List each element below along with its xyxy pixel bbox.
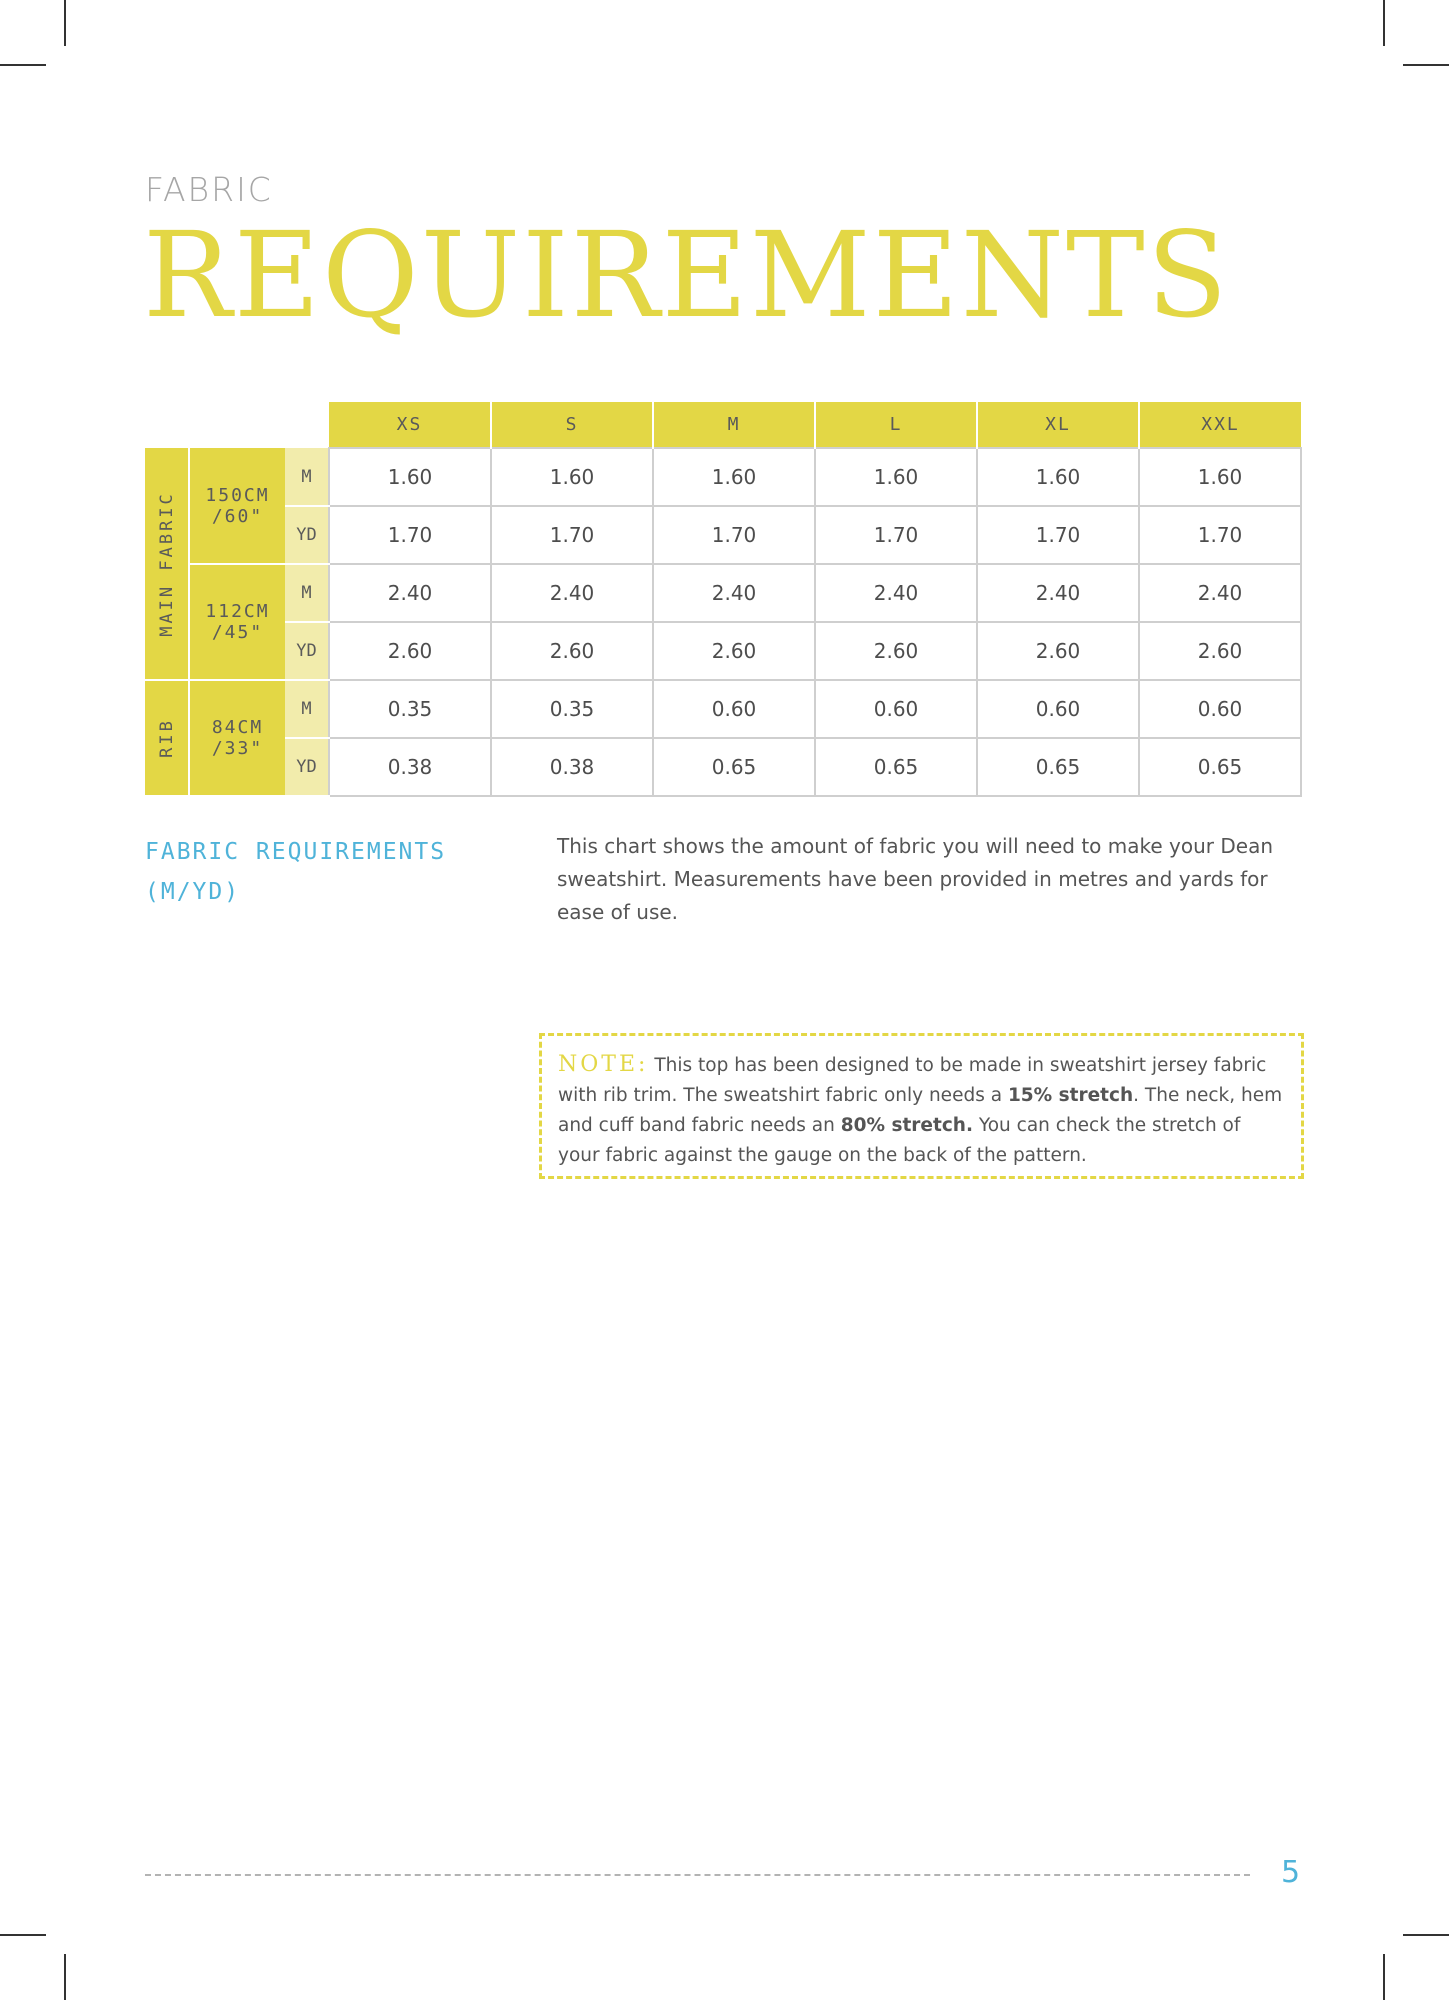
- page-title: REQUIREMENTS: [143, 206, 1230, 344]
- category-main-fabric: [145, 448, 189, 680]
- note-lead: NOTE:: [558, 1052, 649, 1077]
- value-cell: 1.70: [1139, 506, 1301, 564]
- note-text-2: . The neck, hem and cuff band fabric needs an: [558, 1085, 1283, 1136]
- footer-divider: [145, 1874, 1250, 1876]
- value-cell: 1.70: [977, 506, 1139, 564]
- fabric-requirements-table: [145, 402, 1302, 797]
- crop-mark-bottom-right-v: [1383, 1954, 1385, 2000]
- crop-mark-bottom-left-v: [64, 1954, 66, 2000]
- value-cell: 1.60: [329, 448, 491, 506]
- note-bold-2: 80% stretch.: [840, 1115, 973, 1136]
- value-cell: 1.60: [815, 448, 977, 506]
- table-row: [145, 506, 1301, 564]
- value-cell: 2.60: [491, 622, 653, 680]
- table-row: [145, 738, 1301, 796]
- table-row: [145, 564, 1301, 622]
- value-cell: 2.40: [653, 564, 815, 622]
- unit-cell: M: [285, 564, 329, 622]
- value-cell: 2.60: [815, 622, 977, 680]
- width-line2: /33": [211, 738, 264, 759]
- size-header-l: L: [815, 402, 977, 448]
- width-84cm: [189, 680, 285, 796]
- value-cell: 0.60: [653, 680, 815, 738]
- value-cell: 1.60: [977, 448, 1139, 506]
- crop-mark-top-right-v: [1383, 0, 1385, 46]
- value-cell: 2.60: [1139, 622, 1301, 680]
- width-112cm: [189, 564, 285, 680]
- value-cell: 2.40: [977, 564, 1139, 622]
- value-cell: 2.60: [329, 622, 491, 680]
- value-cell: 0.38: [491, 738, 653, 796]
- value-cell: 2.60: [653, 622, 815, 680]
- width-150cm: [189, 448, 285, 564]
- category-rib: [145, 680, 189, 796]
- width-line1: 150CM: [205, 484, 270, 506]
- crop-mark-top-left-h: [0, 64, 46, 66]
- value-cell: 1.70: [491, 506, 653, 564]
- value-cell: 0.60: [1139, 680, 1301, 738]
- section-label-line2: (M/YD): [145, 879, 241, 905]
- section-label: [145, 832, 446, 912]
- section-label-line1: FABRIC REQUIREMENTS: [145, 839, 447, 865]
- width-line2: /60": [211, 505, 264, 527]
- note-box: [539, 1033, 1304, 1179]
- value-cell: 1.60: [1139, 448, 1301, 506]
- unit-cell: M: [285, 680, 329, 738]
- value-cell: 0.65: [815, 738, 977, 796]
- value-cell: 0.60: [815, 680, 977, 738]
- value-cell: 0.35: [491, 680, 653, 738]
- header-blank-cell: [145, 402, 329, 448]
- note-text-1: This top has been designed to be made in sweatshirt jersey fabric with rib trim. The sweatshirt fabric only needs a: [558, 1055, 1267, 1106]
- size-header-xxl: XXL: [1139, 402, 1301, 448]
- note-text-3: You can check the stretch of your fabric against the gauge on the back of the pattern.: [558, 1115, 1241, 1166]
- unit-cell: YD: [285, 622, 329, 680]
- crop-mark-top-right-h: [1403, 64, 1449, 66]
- size-header-xs: XS: [329, 402, 491, 448]
- value-cell: 1.70: [329, 506, 491, 564]
- crop-mark-top-left-v: [64, 0, 66, 46]
- value-cell: 2.60: [977, 622, 1139, 680]
- section-description: This chart shows the amount of fabric you will need to make your Dean sweatshirt. Measurements have been provided in metres and yards for ease of use.: [557, 834, 1274, 924]
- crop-mark-bottom-right-h: [1403, 1934, 1449, 1936]
- table-row: [145, 448, 1301, 506]
- crop-mark-bottom-left-h: [0, 1934, 46, 1936]
- table-row: [145, 622, 1301, 680]
- size-header-row: [145, 402, 1301, 448]
- value-cell: 2.40: [491, 564, 653, 622]
- width-line1: 112CM: [205, 601, 270, 622]
- value-cell: 0.35: [329, 680, 491, 738]
- value-cell: 2.40: [329, 564, 491, 622]
- value-cell: 0.60: [977, 680, 1139, 738]
- value-cell: 0.65: [653, 738, 815, 796]
- value-cell: 1.70: [815, 506, 977, 564]
- width-line2: /45": [211, 622, 264, 643]
- width-line1: 84CM: [211, 717, 264, 738]
- value-cell: 0.65: [1139, 738, 1301, 796]
- value-cell: 0.65: [977, 738, 1139, 796]
- page-number: 5: [1281, 1855, 1301, 1890]
- table-row: [145, 680, 1301, 738]
- note-bold-1: 15% stretch: [1007, 1085, 1134, 1106]
- category-label: MAIN FABRIC: [156, 490, 177, 637]
- unit-cell: YD: [285, 738, 329, 796]
- value-cell: 1.60: [491, 448, 653, 506]
- value-cell: 2.40: [815, 564, 977, 622]
- value-cell: 0.38: [329, 738, 491, 796]
- category-label: RIB: [156, 718, 177, 758]
- size-header-xl: XL: [977, 402, 1139, 448]
- value-cell: 2.40: [1139, 564, 1301, 622]
- page-subtitle: FABRIC: [145, 170, 273, 209]
- size-header-s: S: [491, 402, 653, 448]
- size-header-m: M: [653, 402, 815, 448]
- unit-cell: YD: [285, 506, 329, 564]
- value-cell: 1.60: [653, 448, 815, 506]
- unit-cell: M: [285, 448, 329, 506]
- value-cell: 1.70: [653, 506, 815, 564]
